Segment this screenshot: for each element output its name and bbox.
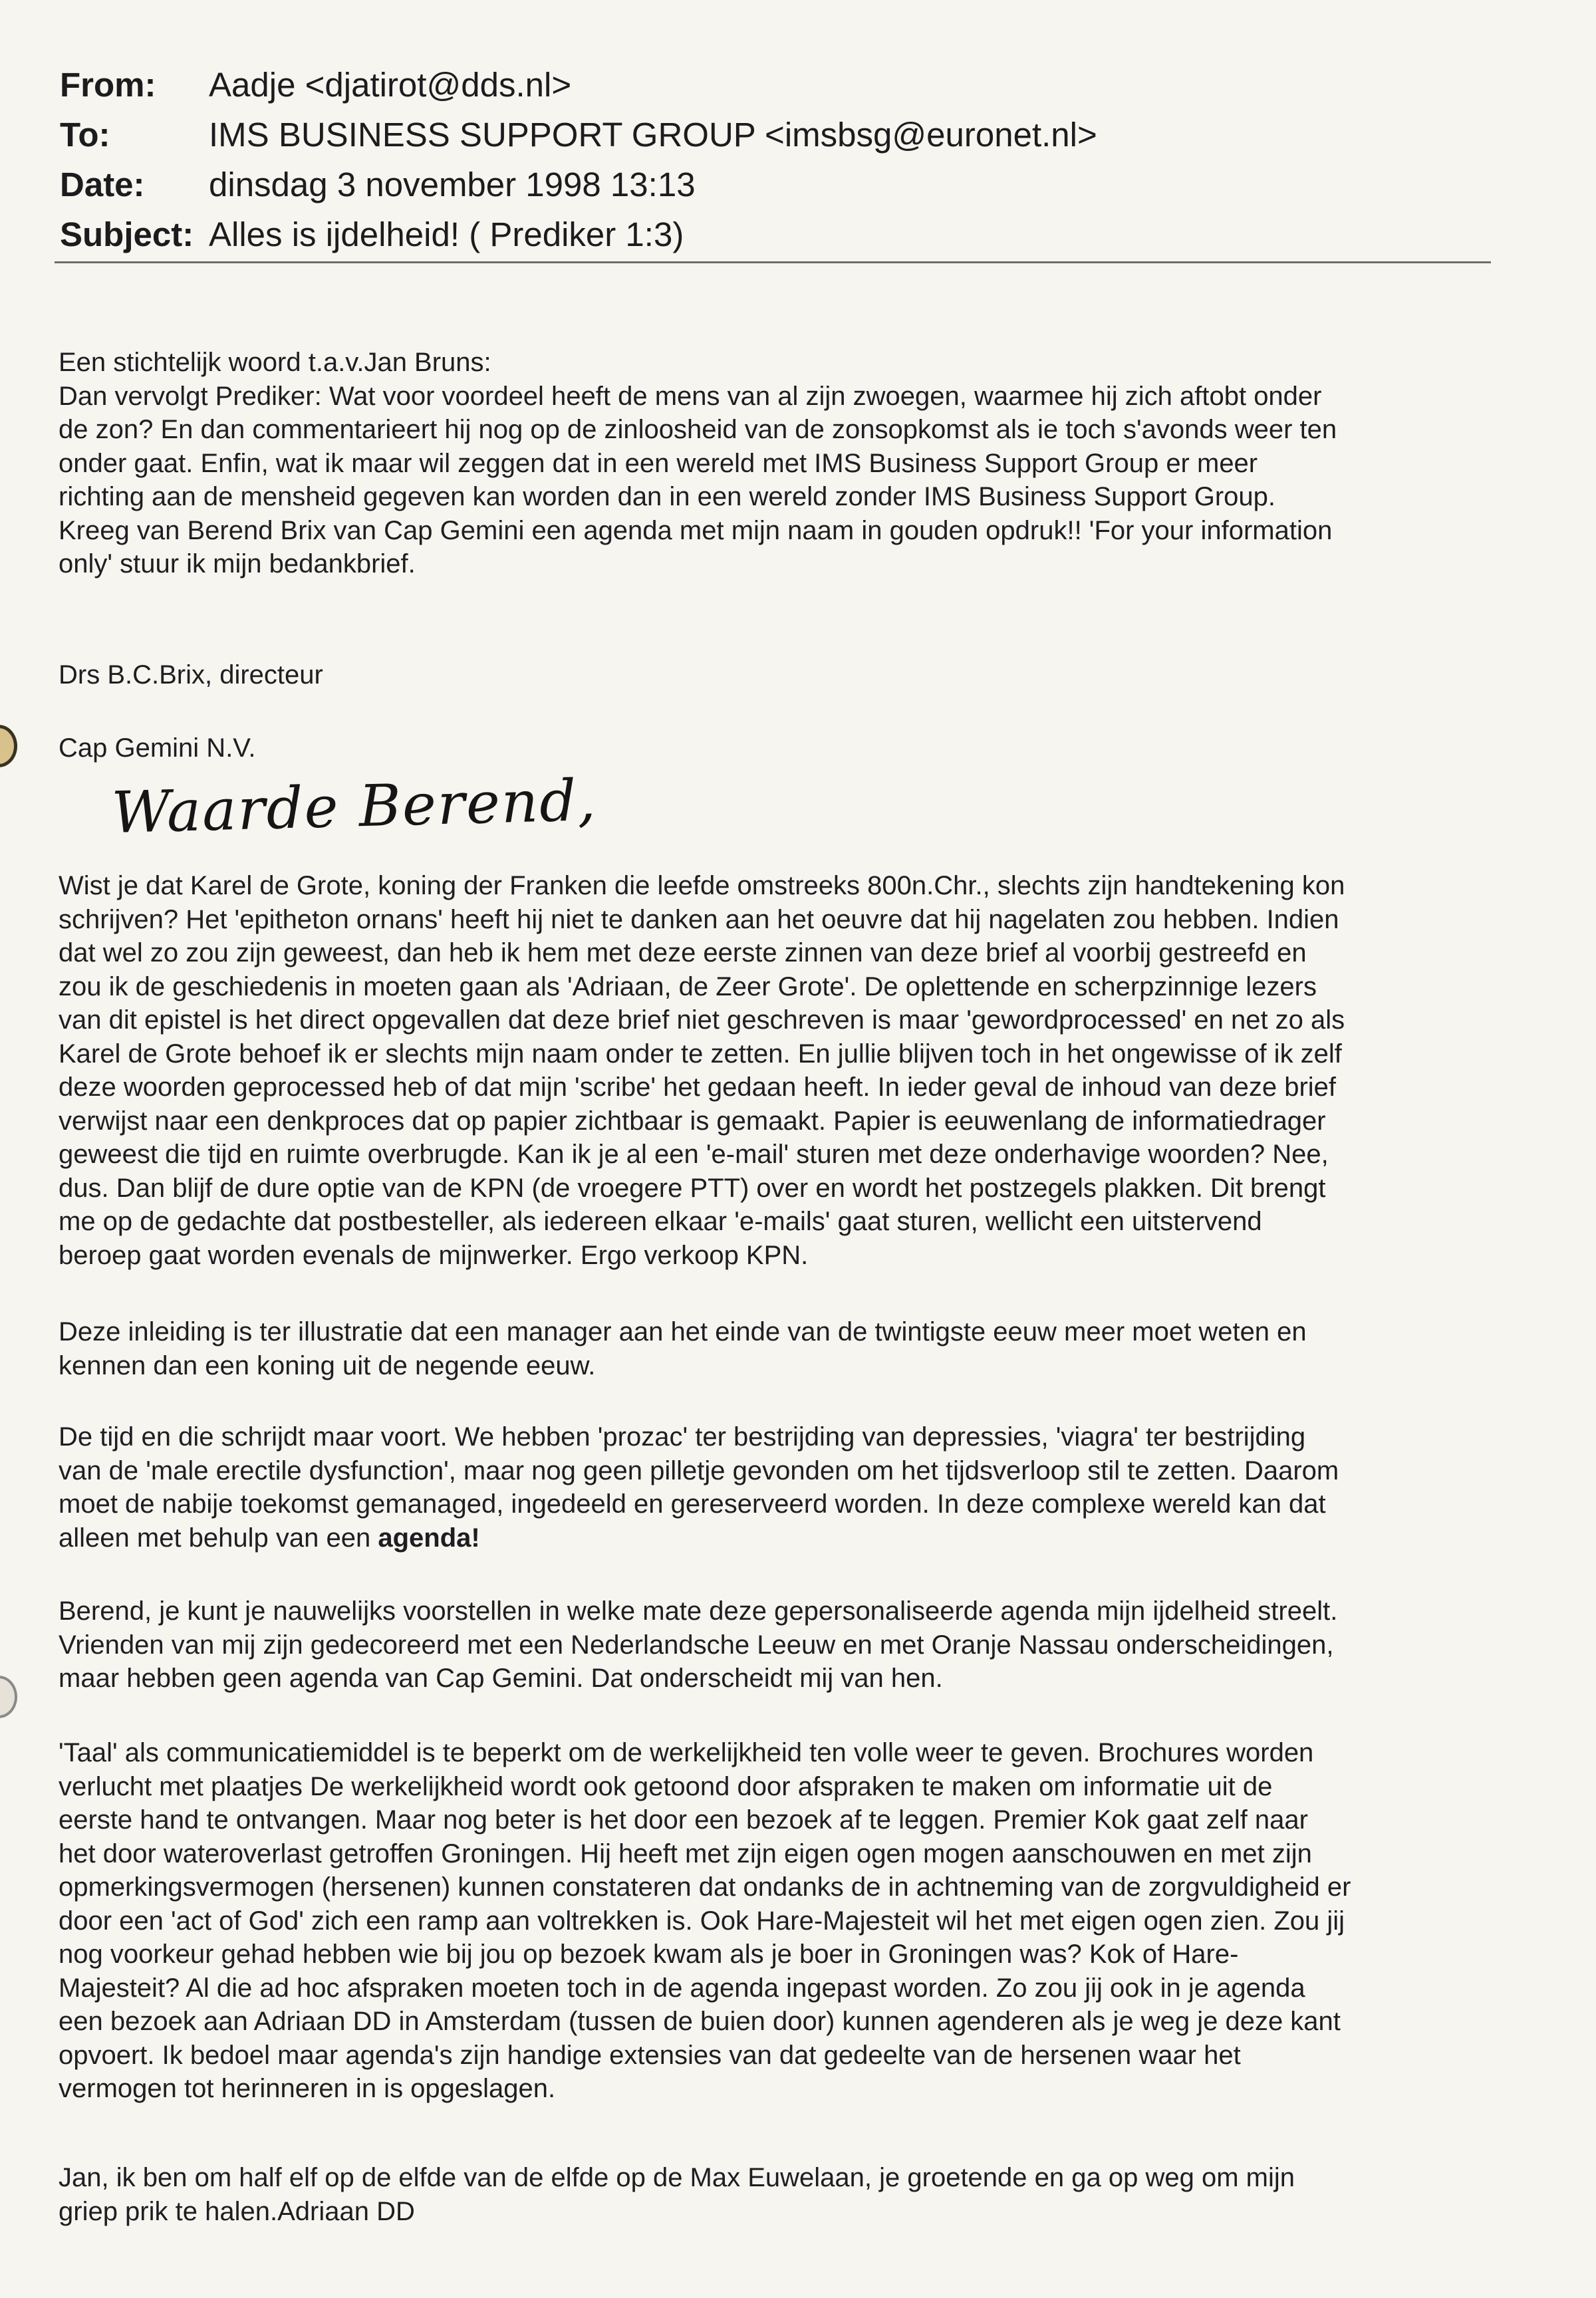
text-line: van dit epistel is het direct opgevallen dat deze brief niet geschreven is maar 'gewordprocessed' en net zo als [59, 1005, 1345, 1035]
recipient-company: Cap Gemini N.V. [59, 733, 256, 763]
text-line: richting aan de mensheid gegeven kan worden dan in een wereld zonder IMS Business Support Group. [59, 482, 1276, 511]
text-line: nog voorkeur gehad hebben wie bij jou op bezoek kwam als je boer in Groningen was? Kok of Hare- [59, 1940, 1239, 1969]
emphasis-agenda: agenda! [378, 1523, 480, 1553]
text-line: De tijd en die schrijdt maar voort. We hebben 'prozac' ter bestrijding van depressies, 'viagra' ter bestrijding [59, 1422, 1306, 1452]
letter-paragraph [59, 1420, 1515, 1555]
text-line: onder gaat. Enfin, wat ik maar wil zeggen dat in een wereld met IMS Business Support Group er meer [59, 448, 1258, 478]
text-line: zou ik de geschiedenis in moeten gaan als 'Adriaan, de Zeer Grote'. De oplettende en scherpzinnige lezers [59, 971, 1317, 1001]
from-label: From: [60, 66, 156, 104]
text-line: geweest die tijd en ruimte overbrugde. Kan ik je al een 'e-mail' sturen met deze onderhavige woorden? Nee, [59, 1140, 1329, 1169]
text-line: schrijven? Het 'epitheton ornans' heeft hij niet te danken aan het oeuvre dat hij nagelaten zou hebben. Indien [59, 904, 1339, 934]
text-line: deze woorden geprocessed heb of dat mijn 'scribe' het gedaan heeft. In ieder geval de inhoud van deze brief [59, 1073, 1337, 1102]
subject-value: Alles is ijdelheid! ( Prediker 1:3) [209, 215, 684, 253]
letter-paragraph [59, 1736, 1515, 2106]
text-line: dus. Dan blijf de dure optie van de KPN (de vroegere PTT) over en wordt het postzegels plakken. Dit brengt [59, 1173, 1326, 1203]
subject-row [60, 209, 1490, 259]
text-line: Vrienden van mij zijn gedecoreerd met een Nederlandsche Leeuw en met Oranje Nassau onderscheidingen, [59, 1630, 1334, 1660]
text-line: Majesteit? Al die ad hoc afspraken moeten toch in de agenda ingepast worden. Zo zou jij ook in je agenda [59, 1973, 1305, 2003]
text-line: kennen dan een koning uit de negende eeuw. [59, 1350, 596, 1380]
text-line: Een stichtelijk woord t.a.v.Jan Bruns: [59, 348, 491, 377]
text-line: Karel de Grote behoef ik er slechts mijn naam onder te zetten. En jullie blijven toch in het ongewisse of ik zelf [59, 1039, 1342, 1069]
recipient-name: Drs B.C.Brix, directeur [59, 660, 323, 690]
text-line: maar hebben geen agenda van Cap Gemini. Dat onderscheidt mij van hen. [59, 1664, 943, 1693]
text-line: verlucht met plaatjes De werkelijkheid wordt ook getoond door afspraken te maken om informatie uit de [59, 1771, 1273, 1801]
subject-label: Subject: [60, 215, 194, 253]
letter-paragraph [59, 1315, 1515, 1382]
text-line: Berend, je kunt je nauwelijks voorstellen in welke mate deze gepersonaliseerde agenda mijn ijdelheid streelt. [59, 1596, 1338, 1626]
text-line: door een 'act of God' zich een ramp aan voltrekken is. Ook Hare-Majesteit wil het met eigen ogen zien. Zou jij [59, 1906, 1345, 1936]
from-value: Aadje <djatirot@dds.nl> [209, 66, 572, 104]
date-row [60, 160, 1490, 209]
text-line: de zon? En dan commentarieert hij nog op de zinloosheid van de zonsopkomst als ie toch s'avonds weer ten [59, 415, 1337, 444]
text-line: eerste hand te ontvangen. Maar nog beter is het door een bezoek af te leggen. Premier Kok gaat zelf naar [59, 1805, 1308, 1835]
punch-hole [0, 1676, 17, 1718]
header-divider [55, 261, 1491, 263]
text-line: opmerkingsvermogen (hersenen) kunnen constateren dat ondanks de in achtneming van de zorgvuldigheid er [59, 1872, 1351, 1902]
text-line: griep prik te halen.Adriaan DD [59, 2196, 415, 2226]
letter-paragraph [59, 869, 1515, 1272]
text-line: verwijst naar een denkproces dat op papier zichtbaar is gemaakt. Papier is eeuwenlang de informatiedrager [59, 1106, 1326, 1136]
text-line: Dan vervolgt Prediker: Wat voor voordeel heeft de mens van al zijn zwoegen, waarmee hij zich aftobt onder [59, 381, 1322, 411]
text-line: Jan, ik ben om half elf op de elfde van de elfde op de Max Euwelaan, je groetende en ga op weg om mijn [59, 2163, 1295, 2192]
text-span: alleen met behulp van een [59, 1523, 378, 1553]
text-line: Wist je dat Karel de Grote, koning der Franken die leefde omstreeks 800n.Chr., slechts zijn handtekening kon [59, 871, 1345, 900]
text-line: Kreeg van Berend Brix van Cap Gemini een agenda met mijn naam in gouden opdruk!! 'For your information [59, 515, 1333, 545]
to-row [60, 110, 1490, 160]
text-line: opvoert. Ik bedoel maar agenda's zijn handige extensies van dat gedeelte van de hersenen waar het [59, 2040, 1241, 2070]
handwritten-salutation: Waarde Berend, [110, 767, 598, 846]
text-line: van de 'male erectile dysfunction', maar nog geen pilletje gevonden om het tijdsverloop stil te zetten. Daarom [59, 1456, 1339, 1485]
text-line: dat wel zo zou zijn geweest, dan heb ik hem met deze eerste zinnen van deze brief al voorbij gestreefd en [59, 938, 1307, 967]
text-line: moet de nabije toekomst gemanaged, ingedeeld en gereserveerd worden. In deze complexe wereld kan dat [59, 1489, 1326, 1519]
intro-paragraph [59, 346, 1515, 581]
date-label: Date: [60, 166, 145, 203]
from-row [60, 60, 1490, 110]
text-line: 'Taal' als communicatiemiddel is te beperkt om de werkelijkheid ten volle weer te geven. Brochures worden [59, 1738, 1314, 1767]
text-line: het door wateroverlast getroffen Groningen. Hij heeft met zijn eigen ogen mogen aanschouwen en met zijn [59, 1839, 1312, 1868]
letter-paragraph [59, 1595, 1515, 1696]
text-line: een bezoek aan Adriaan DD in Amsterdam (tussen de buien door) kunnen agenderen als je weg je deze kant [59, 2007, 1341, 2036]
email-header [60, 60, 1490, 259]
text-line: me op de gedachte dat postbesteller, als iedereen elkaar 'e-mails' gaat sturen, wellicht een uitstervend [59, 1207, 1262, 1236]
punch-hole [0, 725, 17, 767]
text-line: only' stuur ik mijn bedankbrief. [59, 549, 416, 578]
to-label: To: [60, 116, 110, 154]
to-value: IMS BUSINESS SUPPORT GROUP <imsbsg@euronet.nl> [209, 116, 1097, 154]
letter-paragraph [59, 2161, 1515, 2228]
text-line: beroep gaat worden evenals de mijnwerker. Ergo verkoop KPN. [59, 1240, 809, 1270]
date-value: dinsdag 3 november 1998 13:13 [209, 166, 696, 203]
text-line [59, 1521, 1515, 1555]
text-line: vermogen tot herinneren in is opgeslagen. [59, 2074, 556, 2103]
text-line: Deze inleiding is ter illustratie dat een manager aan het einde van de twintigste eeuw meer moet weten en [59, 1317, 1307, 1346]
